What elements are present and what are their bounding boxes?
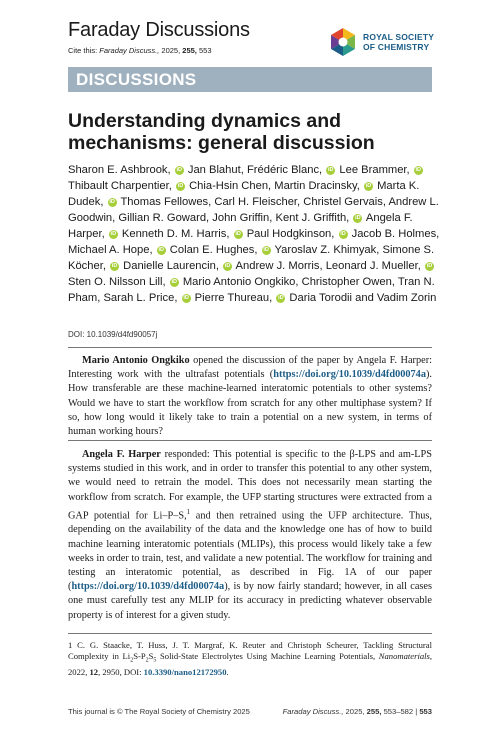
discussion-paragraph-2: Angela F. Harper responded: This potential is specific to the β-LPS and am-LPS systems studied in this work, and in order to transfer this potential to any other system, we would need to retrain the model. This does not necessarily mean starting the workflow from scratch. For example, the UFP starting structures were extracted from a GAP potential for Li–P–S,$^1$ and then retrained using the UFP architecture. Thus, depending on the availability of the data and the knowledge one has of how to build machine learning interatomic potentials (MLIPs), this process would likely take a few weeks in order to train, test, and validate a new potential. The workflow for training and testing an interatomic potential, as described in Fig. 1A of our paper (https://doi.org/10.1039/d4fd00074a), is by now fairly standard; however, in all cases one must carefully test any MLIP for its accuracy in predicting whatever observable property is of interest for a given study.: [68, 449, 432, 621]
author-name: Daria Torodii and Vadim Zorin: [289, 292, 437, 304]
author-name: Yaroslav Z. Khimyak,: [274, 244, 380, 256]
author-name: Michael A. Hope,: [68, 244, 153, 256]
orcid-icon[interactable]: iD: [328, 167, 334, 173]
author-name: Jacob B. Holmes,: [351, 228, 440, 240]
orcid-icon[interactable]: iD: [365, 183, 372, 189]
orcid-icon[interactable]: iD: [109, 199, 115, 205]
reference-marker[interactable]: 1: [186, 507, 191, 516]
paper-link[interactable]: https://doi.org/10.1039/d4fd00074a: [71, 581, 225, 593]
orcid-icon[interactable]: iD: [340, 231, 346, 237]
orcid-icon[interactable]: iD: [176, 167, 182, 173]
author-name: Gillian R. Goward,: [118, 212, 210, 224]
cite-journal: Faraday Discuss.,: [99, 46, 160, 55]
reference-doi-link[interactable]: 10.3390/nano12172950: [143, 666, 227, 677]
author-name: John Griffin,: [212, 212, 273, 224]
section-label: DISCUSSIONS: [76, 70, 197, 89]
orcid-icon[interactable]: iD: [111, 263, 118, 269]
author-name: Kent J. Griffith,: [275, 212, 350, 224]
author-name: Lee Brammer,: [339, 164, 410, 176]
author-name: Simone S. Köcher,: [68, 244, 435, 272]
section-banner: [68, 67, 432, 92]
divider: [68, 633, 432, 634]
speaker-name: Angela F. Harper: [82, 449, 161, 460]
author-name: Andrew J. Morris,: [235, 260, 323, 272]
publisher-logo: [328, 27, 434, 57]
author-name: Martin Dracinsky,: [274, 180, 360, 192]
orcid-icon[interactable]: iD: [355, 215, 361, 221]
citation-line: [68, 46, 212, 55]
orcid-icon[interactable]: iD: [171, 279, 177, 285]
orcid-icon[interactable]: iD: [426, 263, 433, 269]
cite-prefix: Cite this:: [68, 46, 98, 55]
author-name: Frédéric Blanc,: [246, 164, 323, 176]
page-footer: [68, 707, 432, 716]
author-name: Mario Antonio Ongkiko,: [182, 276, 299, 288]
author-name: Sten O. Nilsson Lill,: [68, 276, 166, 288]
footer-citation: Faraday Discuss., 2025, 255, 553–582 | 553: [282, 707, 432, 716]
page-number: 553: [419, 707, 432, 716]
discussion-paragraph-1: Mario Antonio Ongkiko opened the discussion of the paper by Angela F. Harper: Interesting work with the ultrafast potentials (https://doi.org/10.1039/d4fd00074a). How transferable are these machine-learned interatomic potentials to other systems? Would we have to start the workflow from scratch for any other multiphase system? If so, how long would it likely take to train a potential on a new system, in terms of human working hours?: [68, 355, 432, 438]
paper-link[interactable]: https://doi.org/10.1039/d4fd00074a: [273, 369, 426, 381]
publisher-name: ROYAL SOCIETY OF CHEMISTRY: [363, 32, 435, 52]
orcid-icon[interactable]: iD: [177, 183, 184, 189]
article-doi[interactable]: DOI: 10.1039/d4fd90057j: [68, 330, 158, 339]
author-name: Christopher Owen,: [301, 276, 395, 288]
author-name: Christel Gervais,: [303, 196, 386, 208]
author-name: Danielle Laurencin,: [123, 260, 219, 272]
divider: [68, 440, 432, 441]
rsc-hexagon-icon: [328, 27, 358, 57]
author-name: Marta K. Dudek,: [68, 180, 420, 208]
author-name: Paul Hodgkinson,: [246, 228, 335, 240]
orcid-icon[interactable]: iD: [235, 231, 241, 237]
cite-page: 553: [198, 46, 212, 55]
journal-name: Faraday Discussions: [68, 19, 250, 41]
article-title: Understanding dynamics and mechanisms: general discussion: [68, 110, 375, 154]
author-name: Kenneth D. M. Harris,: [121, 228, 230, 240]
author-name: Thomas Fellowes,: [120, 196, 212, 208]
orcid-icon[interactable]: iD: [278, 295, 284, 301]
author-name: Tran N. Pham,: [68, 276, 435, 304]
orcid-icon[interactable]: iD: [158, 247, 164, 253]
cite-year: 2025,: [161, 46, 181, 55]
reference-1: 1 C. G. Staacke, T. Huss, J. T. Margraf, K. Reuter and Christoph Scheurer, Tackling Structural Complexity in $Li_2S-P_2S_5$ Solid-State Electrolytes Using Machine Learning Potentials, Nanomaterials, 2022, 12, 2950, DOI: 10.3390/nano12172950.: [68, 640, 433, 677]
author-name: Sarah L. Price,: [103, 292, 178, 304]
author-name: Carl H. Fleischer,: [214, 196, 301, 208]
orcid-icon[interactable]: iD: [263, 247, 269, 253]
author-name: Colan E. Hughes,: [169, 244, 258, 256]
cite-volume: 255,: [182, 46, 197, 55]
divider: [68, 347, 432, 348]
author-name: Jan Blahut,: [187, 164, 244, 176]
orcid-icon[interactable]: iD: [415, 167, 422, 173]
reference-number: 1: [68, 640, 73, 650]
copyright-text: This journal is © The Royal Society of Chemistry 2025: [68, 707, 250, 716]
orcid-icon[interactable]: iD: [224, 263, 231, 269]
author-name: Angela F. Harper,: [68, 212, 413, 240]
author-name: Sharon E. Ashbrook,: [68, 164, 171, 176]
author-name: Andrew L. Goodwin,: [68, 196, 439, 224]
orcid-icon[interactable]: iD: [183, 295, 189, 301]
author-name: Pierre Thureau,: [194, 292, 273, 304]
speaker-name: Mario Antonio Ongkiko: [82, 355, 190, 366]
author-name: Chia-Hsin Chen,: [189, 180, 272, 192]
author-name: Thibault Charpentier,: [68, 180, 172, 192]
author-name: Leonard J. Mueller,: [325, 260, 421, 272]
orcid-icon[interactable]: iD: [110, 231, 117, 237]
author-list: [68, 162, 440, 306]
